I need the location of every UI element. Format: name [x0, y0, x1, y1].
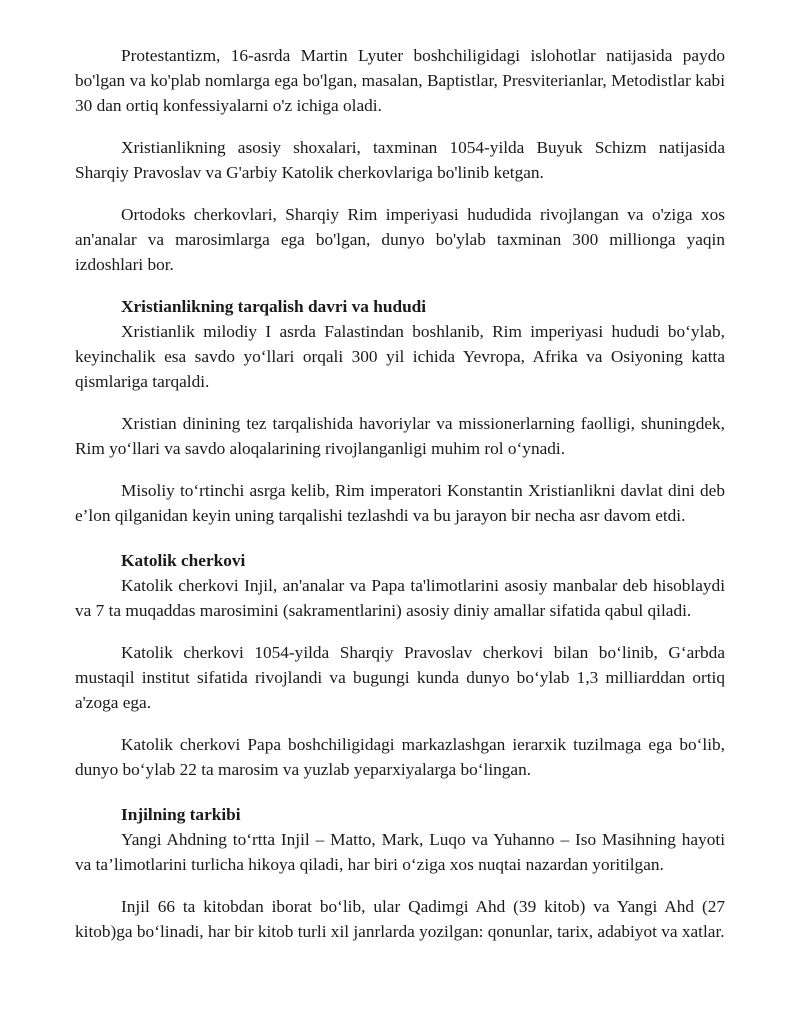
paragraph: Misoliy to‘rtinchi asrga kelib, Rim imperatori Konstantin Xristianlikni davlat dini deb e’lon qilganidan keyin uning tarqalishi tezlashdi va bu jarayon bir necha asr davom etdi. — [75, 481, 725, 525]
section-catholic-church — [75, 548, 725, 782]
section-heading: Injilning tarkibi — [121, 805, 241, 824]
paragraph-protestantism: Protestantizm, 16-asrda Martin Lyuter boshchiligidagi islohotlar natijasida paydo bo'lgan va ko'plab nomlarga ega bo'lgan, masalan, Baptistlar, Presviterianlar, Metodistlar kabi 30 dan ortiq konfessiyalarni o'z ichiga oladi. — [75, 46, 725, 115]
section-spread — [75, 294, 725, 528]
paragraph: Katolik cherkovi 1054-yilda Sharqiy Pravoslav cherkovi bilan bo‘linib, G‘arbda mustaqil institut sifatida rivojlandi va bugungi kunda dunyo bo‘ylab 1,3 milliarddan ortiq a'zoga ega. — [75, 643, 725, 712]
paragraph: Katolik cherkovi Injil, an'analar va Papa ta'limotlarini asosiy manbalar deb hisoblaydi va 7 ta muqaddas marosimini (sakramentlarini) asosiy diniy amallar sifatida qabul qiladi. — [75, 576, 725, 620]
paragraph: Xristian dinining tez tarqalishida havoriylar va missionerlarning faolligi, shuningdek, Rim yo‘llari va savdo aloqalarining rivojlanganligi muhim rol o‘ynadi. — [75, 414, 725, 458]
section-heading: Katolik cherkovi — [121, 551, 246, 570]
paragraph-schism: Xristianlikning asosiy shoxalari, taxminan 1054-yilda Buyuk Schizm natijasida Sharqiy Pravoslav va G'arbiy Katolik cherkovlariga bo'linib ketgan. — [75, 138, 725, 182]
paragraph: Yangi Ahdning to‘rtta Injil – Matto, Mark, Luqo va Yuhanno – Iso Masihning hayoti va ta’limotlarini turlicha hikoya qiladi, har biri o‘ziga xos nuqtai nazardan yoritilgan. — [75, 830, 725, 874]
section-heading: Xristianlikning tarqalish davri va hududi — [121, 297, 427, 316]
paragraph: Injil 66 ta kitobdan iborat bo‘lib, ular Qadimgi Ahd (39 kitob) va Yangi Ahd (27 kitob)ga bo‘linadi, har bir kitob turli xil janrlarda yozilgan: qonunlar, tarix, adabiyot va xatlar. — [75, 897, 725, 941]
paragraph: Xristianlik milodiy I asrda Falastindan boshlanib, Rim imperiyasi hududi bo‘ylab, keyinchalik esa savdo yo‘llari orqali 300 yil ichida Yevropa, Afrika va Osiyoning katta qismlariga tarqaldi. — [75, 322, 725, 391]
paragraph-orthodox: Ortodoks cherkovlari, Sharqiy Rim imperiyasi hududida rivojlangan va o'ziga xos an'analar va marosimlarga ega bo'lgan, dunyo bo'ylab taxminan 300 millionga yaqin izdoshlari bor. — [75, 205, 725, 274]
section-bible-structure — [75, 802, 725, 944]
paragraph: Katolik cherkovi Papa boshchiligidagi markazlashgan ierarxik tuzilmaga ega bo‘lib, dunyo bo‘ylab 22 ta marosim va yuzlab yeparxiyalarga bo‘lingan. — [75, 735, 725, 779]
document-page — [75, 43, 725, 961]
